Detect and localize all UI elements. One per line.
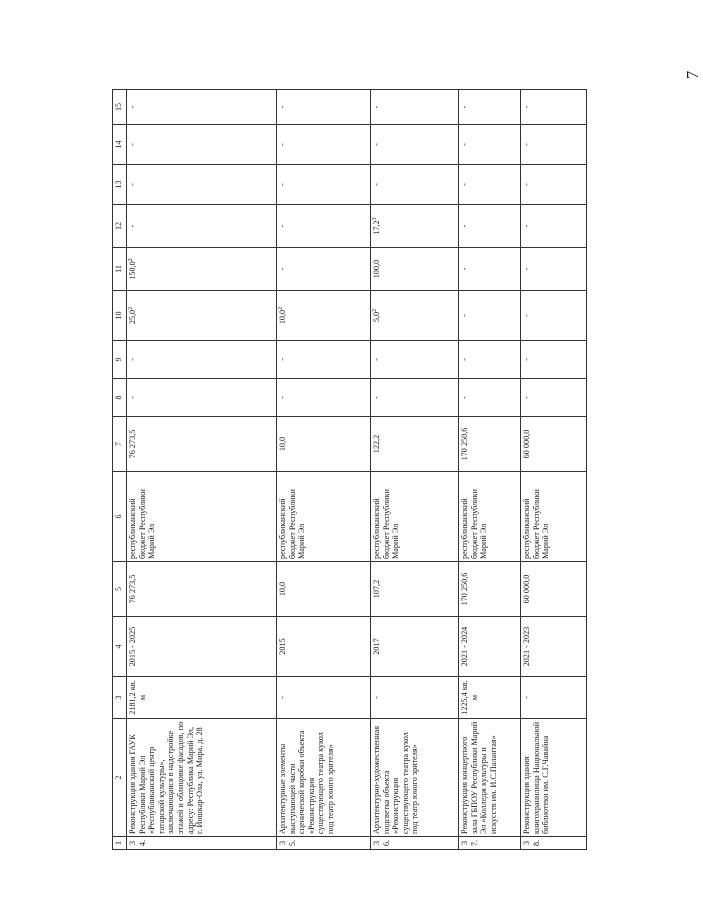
cell-value: - [522, 267, 531, 271]
cell-value: - [128, 396, 137, 399]
table-cell [127, 291, 277, 341]
cell-value: республиканский бюджет Республики Марий Эл [278, 489, 307, 559]
table-cell [521, 472, 587, 562]
cell-value: - [522, 105, 531, 109]
table-cell [277, 165, 371, 205]
column-number-row [113, 90, 127, 850]
column-number: 2 [113, 719, 127, 837]
cell-value: республиканский бюджет Республики Марий Эл [128, 489, 157, 559]
column-number: 12 [113, 205, 127, 248]
table-cell [277, 677, 371, 719]
cell-value: 2181,2 кв. м [128, 680, 147, 715]
table-cell [371, 205, 459, 248]
cell-value: 10,0 [278, 436, 287, 452]
table-cell [459, 248, 521, 291]
cell-value: республиканский бюджет Республики Марий Эл [460, 489, 489, 559]
column-number: 5 [113, 562, 127, 617]
cell-value: - [460, 267, 469, 271]
cell-value: - [278, 267, 287, 271]
cell-value: 36. [372, 839, 391, 847]
cell-value: - [460, 183, 469, 186]
table-cell [521, 677, 587, 719]
table-cell [127, 165, 277, 205]
table-cell [371, 837, 459, 850]
cell-value: - [278, 696, 287, 699]
table-cell [277, 472, 371, 562]
cell-value: - [372, 105, 381, 109]
table-cell [277, 205, 371, 248]
table-cell [127, 677, 277, 719]
cell-value: 10,0 [278, 581, 287, 597]
table-cell [459, 90, 521, 125]
cell-value: - [278, 358, 287, 361]
cell-value: 150,0 [128, 261, 137, 280]
footnote-marker: 3 [372, 217, 378, 221]
table-cell [127, 125, 277, 165]
column-number: 14 [113, 125, 127, 165]
cell-value: - [460, 358, 469, 361]
cell-value: 25,0 [128, 309, 137, 325]
cell-value: - [522, 358, 531, 361]
table-cell [277, 417, 371, 472]
table-cell [371, 291, 459, 341]
table-cell [127, 205, 277, 248]
table-cell [521, 125, 587, 165]
cell-value: - [522, 696, 531, 699]
table-cell [521, 205, 587, 248]
cell-value: 34. [128, 839, 147, 847]
table-cell [459, 379, 521, 417]
cell-value: - [278, 396, 287, 399]
table-cell [277, 248, 371, 291]
table-cell [521, 562, 587, 617]
table-cell [277, 837, 371, 850]
cell-value: Реконструкция концертного зала ГБПОУ Республики Марий Эл «Колледж культуры и искусств им. И.С.Палантая» [460, 721, 498, 834]
table-cell [459, 165, 521, 205]
table-cell [371, 677, 459, 719]
table-cell [277, 562, 371, 617]
cell-value: 5,0 [372, 311, 381, 323]
table-cell [371, 341, 459, 379]
table-cell [127, 719, 277, 837]
cell-value: 107,2 [372, 579, 381, 599]
cell-value: Архитектурно-художественная подсветка объекта «Реконструкция существующего театра кукол под театр юного зрителя» [372, 725, 420, 834]
table-cell [459, 617, 521, 677]
column-number: 4 [113, 617, 127, 677]
table-row [459, 90, 521, 850]
investment-table [112, 89, 587, 850]
table-cell [371, 719, 459, 837]
table-cell [371, 472, 459, 562]
cell-value: 2017 [372, 638, 381, 655]
cell-value: - [372, 143, 381, 146]
cell-value: Архитектурные элементы выступающей части сценической коробки объекта «Реконструкция существующего театра кукол под театр юного зрителя» [278, 730, 335, 834]
column-number: 9 [113, 341, 127, 379]
table-cell [521, 617, 587, 677]
table-cell [127, 472, 277, 562]
table-cell [127, 617, 277, 677]
cell-value: - [460, 105, 469, 109]
column-number: 10 [113, 291, 127, 341]
cell-value: - [522, 314, 531, 317]
cell-value: - [278, 183, 287, 186]
cell-value: Реконструкция здания книгохранилища Национальной библиотеки им. С.Г.Чавайна [522, 722, 551, 834]
table-row [371, 90, 459, 850]
table-cell [371, 90, 459, 125]
cell-value: 122,2 [372, 434, 381, 454]
cell-value: - [128, 224, 137, 228]
cell-value: 17,2 [372, 220, 381, 235]
table-cell [127, 837, 277, 850]
cell-value: 2021 - 2023 [522, 626, 531, 667]
cell-value: - [278, 143, 287, 146]
table-cell [521, 341, 587, 379]
cell-value: - [128, 143, 137, 146]
cell-value: - [278, 224, 287, 228]
cell-value: 60 000,0 [522, 574, 531, 604]
table-cell [127, 90, 277, 125]
table-cell [277, 341, 371, 379]
cell-value: - [460, 396, 469, 399]
cell-value: 38. [522, 839, 541, 847]
table-cell [371, 165, 459, 205]
column-number: 11 [113, 248, 127, 291]
cell-value: - [128, 183, 137, 186]
table-cell [459, 205, 521, 248]
column-number: 7 [113, 417, 127, 472]
cell-value: - [372, 358, 381, 361]
cell-value: Реконструкция здания ГАУК Республики Марий Эл «Республиканский центр татарской культуры», заключающаяся в надстройке этажей и облицовке фасадов, по адресу: Республика Марий Эл, г. Йошкар-Ола, ул. Мира, д. 28 [128, 721, 205, 834]
column-number: 8 [113, 379, 127, 417]
table-cell [521, 719, 587, 837]
footnote-marker: 2 [128, 258, 134, 262]
table-cell [371, 417, 459, 472]
column-number: 13 [113, 165, 127, 205]
cell-value: 37. [460, 839, 479, 847]
table-cell [371, 617, 459, 677]
cell-value: республиканский бюджет Республики Марий Эл [522, 489, 551, 559]
table-cell [371, 379, 459, 417]
cell-value: - [372, 696, 381, 699]
cell-value: 76 273,5 [128, 429, 137, 459]
table-cell [521, 837, 587, 850]
table-row [127, 90, 277, 850]
cell-value: 170 250,6 [460, 572, 469, 606]
footnote-marker: 2 [128, 306, 134, 310]
table-cell [277, 719, 371, 837]
table-cell [371, 562, 459, 617]
table-cell [521, 165, 587, 205]
cell-value: - [372, 396, 381, 399]
cell-value: 100,0 [372, 259, 381, 279]
cell-value: 35. [278, 839, 297, 847]
table-cell [459, 719, 521, 837]
table-cell [521, 417, 587, 472]
cell-value: - [460, 314, 469, 317]
table-cell [459, 562, 521, 617]
footnote-marker: 2 [372, 308, 378, 312]
table-cell [459, 125, 521, 165]
table-cell [521, 90, 587, 125]
column-number: 6 [113, 472, 127, 562]
table-cell [459, 837, 521, 850]
cell-value: 2015 [278, 638, 287, 655]
cell-value: - [128, 358, 137, 361]
column-number: 3 [113, 677, 127, 719]
table-cell [277, 379, 371, 417]
cell-value: республиканский бюджет Республики Марий Эл [372, 489, 401, 559]
table-cell [459, 472, 521, 562]
table-cell [521, 379, 587, 417]
cell-value: - [128, 105, 137, 109]
table-cell [459, 417, 521, 472]
table-cell [127, 417, 277, 472]
cell-value: - [460, 224, 469, 228]
cell-value: - [460, 143, 469, 146]
cell-value: - [372, 183, 381, 186]
table-cell [459, 341, 521, 379]
table-cell [459, 677, 521, 719]
table-cell [371, 248, 459, 291]
table-cell [277, 291, 371, 341]
investment-table-sheet [112, 90, 637, 850]
table-cell [127, 379, 277, 417]
table-row [521, 90, 587, 850]
table-cell [277, 125, 371, 165]
table-cell [459, 291, 521, 341]
footnote-marker: 2 [278, 306, 284, 310]
cell-value: - [522, 224, 531, 228]
cell-value: 1225,4 кв. м [460, 680, 479, 715]
cell-value: 170 250,6 [460, 427, 469, 461]
page-number: 7 [683, 70, 702, 80]
cell-value: 2021 - 2024 [460, 626, 469, 667]
table-cell [277, 90, 371, 125]
cell-value: - [522, 143, 531, 146]
table-cell [127, 248, 277, 291]
cell-value: - [522, 396, 531, 399]
table-cell [521, 248, 587, 291]
table-cell [127, 562, 277, 617]
column-number: 15 [113, 90, 127, 125]
table-cell [127, 341, 277, 379]
table-cell [277, 617, 371, 677]
table-cell [521, 291, 587, 341]
cell-value: 10,0 [278, 309, 287, 325]
cell-value: 2015 - 2025 [128, 626, 137, 667]
cell-value: 60 000,0 [522, 429, 531, 459]
cell-value: - [522, 183, 531, 186]
table-row [277, 90, 371, 850]
column-number: 1 [113, 837, 127, 850]
cell-value: - [278, 105, 287, 109]
cell-value: 76 273,5 [128, 574, 137, 604]
table-cell [371, 125, 459, 165]
